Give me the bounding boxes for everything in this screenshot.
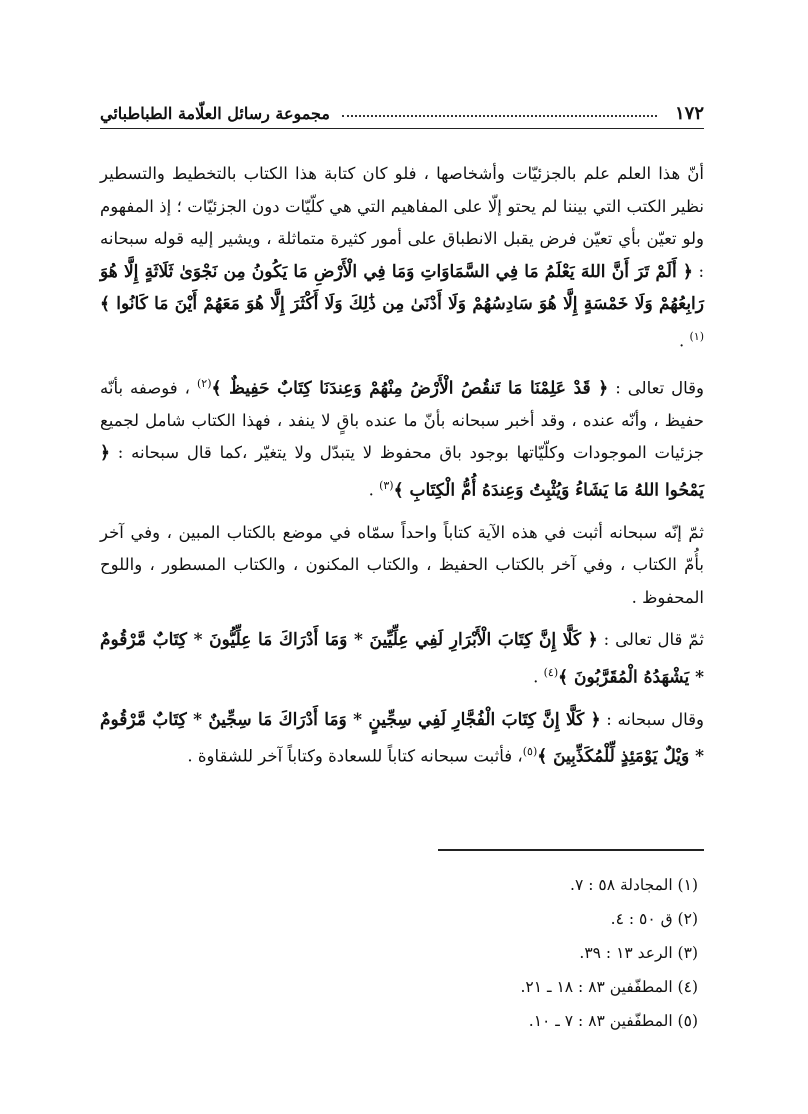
header-leader-dots <box>342 115 657 117</box>
page-number: ١٧٢ <box>674 102 704 124</box>
paragraph-1 <box>100 158 704 358</box>
paragraph-2 <box>100 368 704 507</box>
paragraph-text: ثمّ إنّه سبحانه أثبت في هذه الآية كتاباً واحداً سمّاه في موضع بالكتاب المبين ، وفي آخر بأُمّ الكتاب ، وفي آخر بالكتاب الحفيظ ، والكتاب المكنون ، والكتاب المسطور ، واللوح المحفوظ . <box>100 522 704 607</box>
footnote-ref: (٢) <box>196 376 212 390</box>
paragraph-text: أنّ هذا العلم علم بالجزئيّات وأشخاصها ، فلو كان كتابة هذا الكتاب بالتخطيط والتسطير نظير الكتب التي بيننا لم يحتو إلّا على المفاهيم التي هي كلّيّات دون الجزئيّات ؛ إذ المفهوم ولو تعيّن بأي تعيّن فرض يقبل الانطباق على أمور كثيرة متماثلة ، ويشير إليه قوله سبحانه : <box>100 164 704 281</box>
footnote-divider <box>438 849 704 851</box>
footnote-ref: (١) <box>689 329 704 343</box>
footnote-ref: (٥) <box>522 745 538 758</box>
paragraph-text: . <box>533 667 539 686</box>
paragraph-text: ، فوصفه بأنّه حفيظ ، وأنّه عنده ، وقد أخبر سبحانه بأنّ ما عنده باقٍ لا ينفد ، فهذا الكتاب شامل لجميع جزئيات الموجودات وكلّيّاتها بوجود باق محفوظ لا يتبدّل ولا يتغيّر ،كما قال سبحانه : <box>100 378 704 462</box>
footnote-1: (١) المجادلة ٥٨ : ٧. <box>570 876 698 894</box>
paragraph-5 <box>100 704 704 774</box>
running-title: مجموعة رسائل العلّامة الطباطبائي <box>100 103 330 123</box>
quran-verse: ﴿ كَلَّا إِنَّ كِتَابَ الْأَبْرَارِ لَفِي عِلِّيِّينَ * وَمَا أَدْرَاكَ مَا عِلِّيُّونَ * كِتَابٌ مَّرْقُومٌ * يَشْهَدُهُ الْمُقَرَّبُونَ ﴾ <box>100 630 704 687</box>
footnote-4: (٤) المطفّفين ٨٣ : ١٨ ـ ٢١. <box>520 978 698 996</box>
paragraph-text: ثمّ قال تعالى : <box>603 630 704 649</box>
paragraph-4 <box>100 624 704 694</box>
quran-verse: ﴿ يَمْحُوا اللهُ مَا يَشَاءُ وَيُثْبِتُ وَعِندَهُ أُمُّ الْكِتَابِ ﴾ <box>100 443 704 500</box>
footnote-3: (٣) الرعد ١٣ : ٣٩. <box>579 944 698 962</box>
page-header <box>100 98 704 129</box>
paragraph-text: وقال سبحانه : <box>606 709 704 729</box>
paragraph-3 <box>100 517 704 615</box>
footnote-5: (٥) المطفّفين ٨٣ : ٧ ـ ١٠. <box>528 1012 698 1030</box>
quran-verse: ﴿ كَلَّا إِنَّ كِتَابَ الْفُجَّارِ لَفِي سِجِّينٍ * وَمَا أَدْرَاكَ مَا سِجِّينٌ * كِتَابٌ مَّرْقُومٌ * وَيْلٌ يَوْمَئِذٍ لِّلْمُكَذِّبِينَ ﴾ <box>100 709 704 767</box>
footnotes <box>100 868 698 1038</box>
footnote-ref: (٤) <box>543 665 559 679</box>
paragraph-text: وقال تعالى : <box>615 378 705 397</box>
footnote-ref: (٣) <box>379 478 394 492</box>
paragraph-text: . <box>368 480 374 499</box>
quran-verse: ﴿ أَلَمْ تَرَ أَنَّ اللهَ يَعْلَمُ مَا فِي السَّمَاوَاتِ وَمَا فِي الْأَرْضِ مَا يَكُونُ مِن نَجْوَىٰ ثَلَاثَةٍ إِلَّا هُوَ رَابِعُهُمْ وَلَا خَمْسَةٍ إِلَّا هُوَ سَادِسُهُمْ وَلَا أَدْنَىٰ مِن ذَٰلِكَ وَلَا أَكْثَرَ إِلَّا هُوَ مَعَهُمْ أَيْنَ مَا كَانُوا ﴾ <box>100 261 704 314</box>
footnote-2: (٢) ق ٥٠ : ٤. <box>610 910 698 928</box>
body-text <box>100 158 704 783</box>
quran-verse: ﴿ قَدْ عَلِمْنَا مَا تَنقُصُ الْأَرْضُ مِنْهُمْ وَعِندَنَا كِتَابٌ حَفِيظٌ ﴾ <box>211 378 609 398</box>
paragraph-text: . <box>678 331 685 350</box>
paragraph-text: ، فأثبت سبحانه كتاباً للسعادة وكتاباً آخر للشقاوة . <box>187 746 523 766</box>
